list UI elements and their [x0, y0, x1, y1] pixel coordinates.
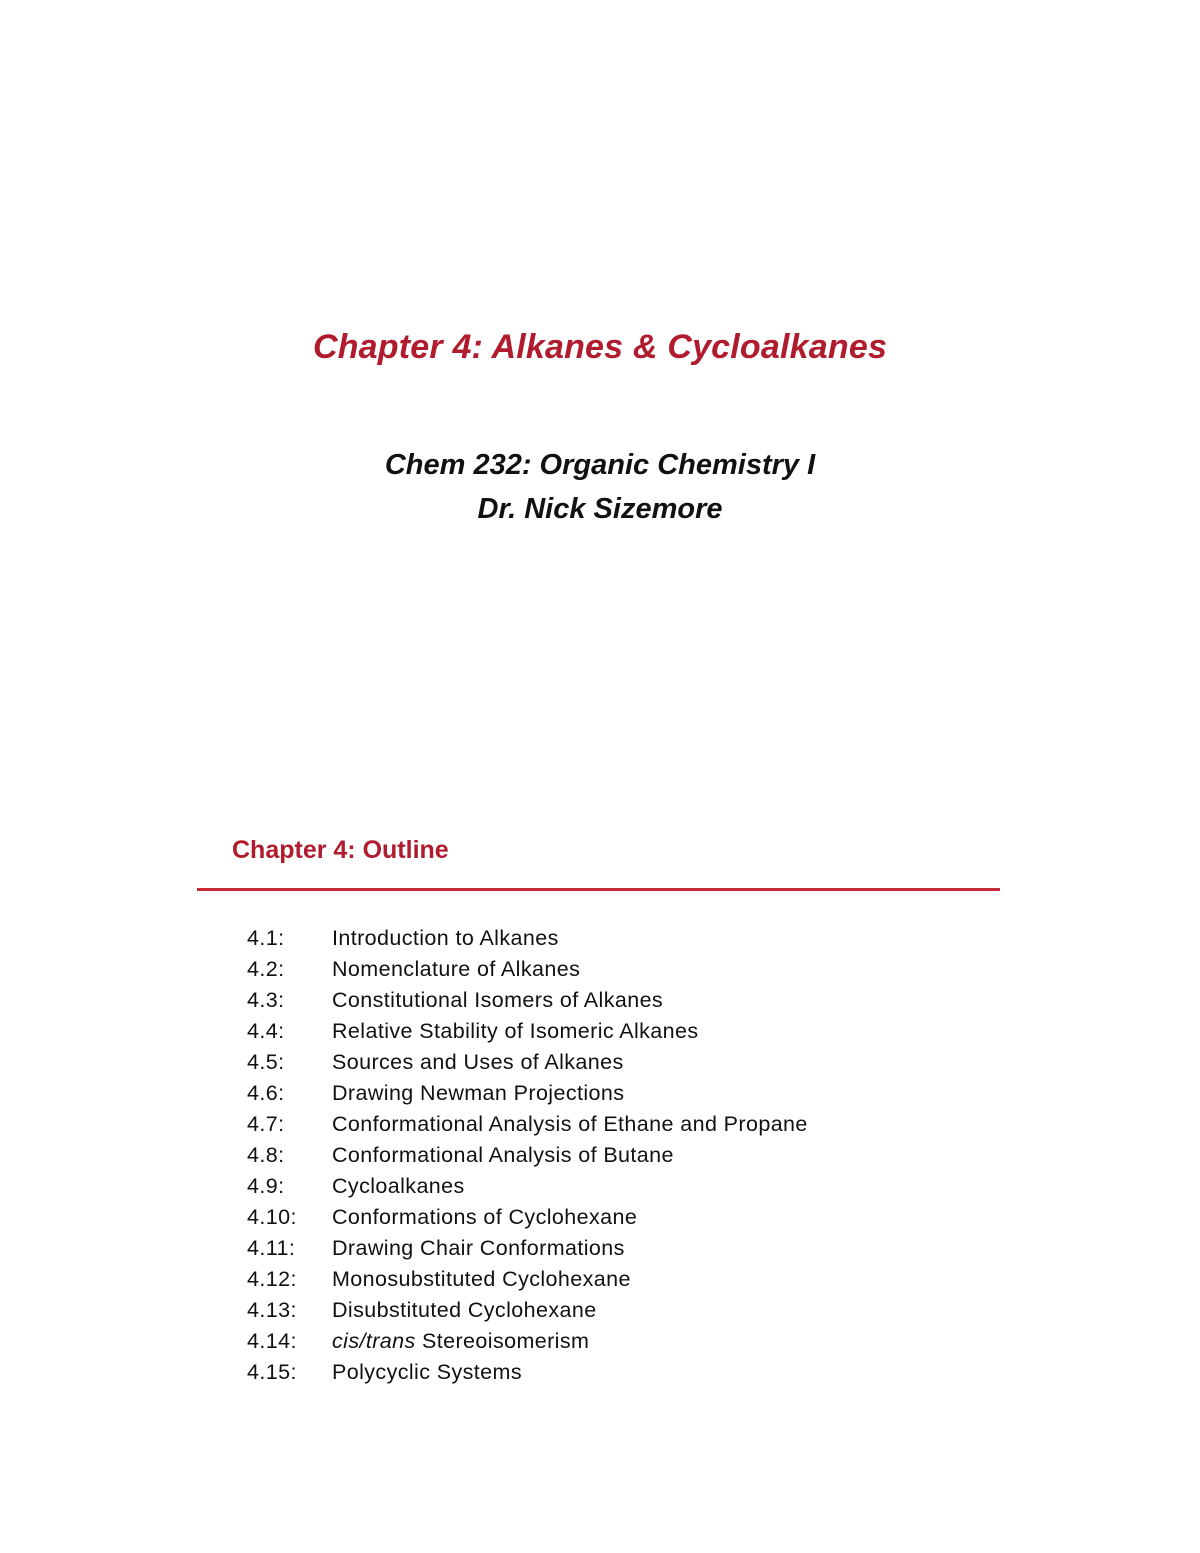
outline-item [247, 1326, 808, 1357]
chapter-title: Chapter 4: Alkanes & Cycloalkanes [312, 328, 888, 366]
outline-item-number: 4.8: [247, 1143, 285, 1167]
instructor-name: Dr. Nick Sizemore [477, 493, 723, 525]
outline-item-number: 4.2: [247, 957, 285, 981]
outline-item-number: 4.10: [247, 1205, 297, 1229]
outline-item-number: 4.14: [247, 1329, 297, 1353]
outline-item-label: Conformations of Cyclohexane [332, 1205, 638, 1229]
outline-item-label: Cycloalkanes [332, 1174, 465, 1198]
outline-item [247, 1264, 808, 1295]
outline-item-number: 4.12: [247, 1267, 297, 1291]
outline-item-label-rest: Stereoisomerism [415, 1329, 590, 1353]
outline-item-number: 4.13: [247, 1298, 297, 1322]
course-name: Chem 232: Organic Chemistry I [384, 449, 816, 481]
outline-item-number: 4.1: [247, 926, 285, 950]
outline-item [247, 1140, 808, 1171]
outline-item-label: Monosubstituted Cyclohexane [332, 1267, 631, 1291]
outline-item-number: 4.4: [247, 1019, 285, 1043]
outline-item-number: 4.15: [247, 1360, 297, 1384]
outline-item [247, 1202, 808, 1233]
outline-item-label: Drawing Chair Conformations [332, 1236, 625, 1260]
outline-item-number: 4.6: [247, 1081, 285, 1105]
outline-item [247, 1233, 808, 1264]
outline-item [247, 923, 808, 954]
outline-item-label [332, 1326, 589, 1357]
outline-item-label: Introduction to Alkanes [332, 926, 559, 950]
outline-item [247, 1047, 808, 1078]
outline-item [247, 1171, 808, 1202]
outline-item-number: 4.3: [247, 988, 285, 1012]
outline-item-label: Disubstituted Cyclohexane [332, 1298, 597, 1322]
outline-divider [197, 888, 1000, 891]
outline-item [247, 1295, 808, 1326]
outline-item-label: Relative Stability of Isomeric Alkanes [332, 1019, 699, 1043]
outline-item-label: Constitutional Isomers of Alkanes [332, 988, 664, 1012]
outline-item-number: 4.5: [247, 1050, 285, 1074]
outline-item-number: 4.9: [247, 1174, 285, 1198]
outline-heading: Chapter 4: Outline [232, 836, 449, 864]
outline-item-label: Nomenclature of Alkanes [332, 957, 581, 981]
outline-item-label: Drawing Newman Projections [332, 1081, 625, 1105]
outline-item-number: 4.11: [247, 1236, 296, 1260]
outline-item-label: Sources and Uses of Alkanes [332, 1050, 624, 1074]
outline-item [247, 1078, 808, 1109]
outline-item-label: Polycyclic Systems [332, 1360, 522, 1384]
outline-item-label-italic: cis/trans [332, 1329, 416, 1353]
outline-item [247, 985, 808, 1016]
outline-item-label: Conformational Analysis of Ethane and Propane [332, 1112, 808, 1136]
outline-item [247, 1357, 808, 1388]
outline-item [247, 1016, 808, 1047]
outline-item-label: Conformational Analysis of Butane [332, 1143, 674, 1167]
outline-list [247, 923, 808, 1388]
outline-item [247, 1109, 808, 1140]
outline-item [247, 954, 808, 985]
outline-item-number: 4.7: [247, 1112, 285, 1136]
